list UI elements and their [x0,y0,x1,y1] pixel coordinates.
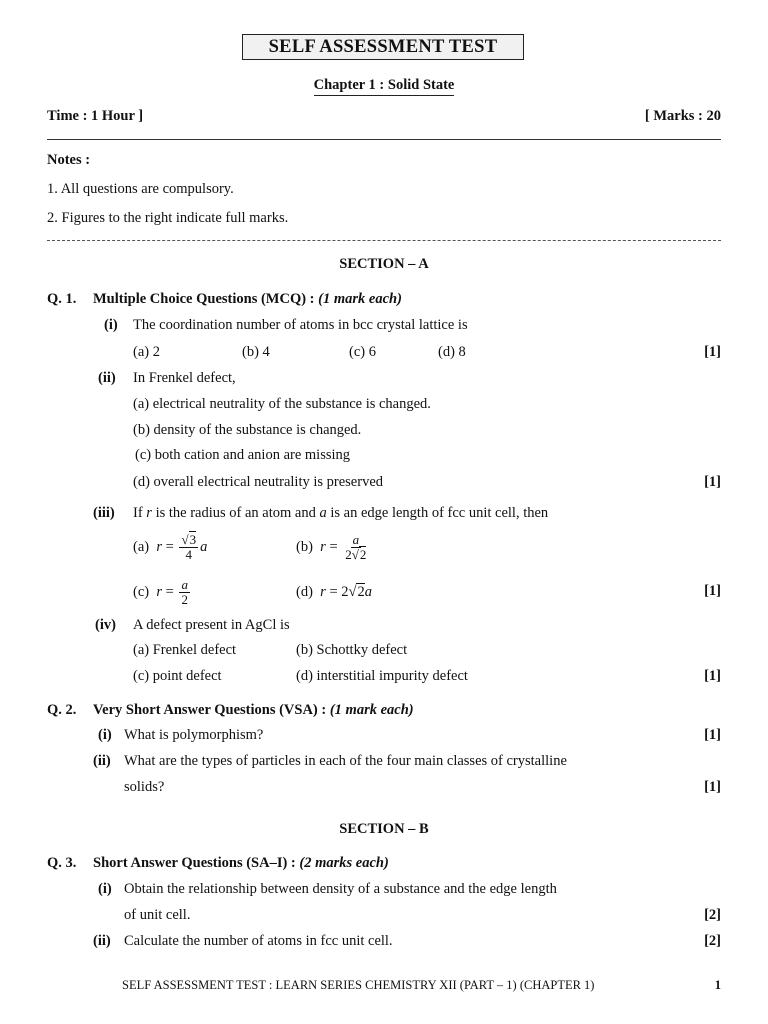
option: (b) Schottky defect [296,642,408,658]
mark-badge: [1] [704,668,721,684]
sub-question-text: In Frenkel defect, [133,370,236,386]
sub-question-text: The coordination number of atoms in bcc crystal lattice is [133,317,468,333]
time-label: Time : 1 Hour ] [47,108,144,124]
sub-question-label: (ii) [98,370,116,386]
page-footer: SELF ASSESSMENT TEST : LEARN SERIES CHEMISTRY XII (PART – 1) (CHAPTER 1) [122,978,595,992]
question-number: Q. 3. [47,855,77,871]
page-title: SELF ASSESSMENT TEST [242,34,524,60]
formula-option-d: (d) r = 2√ 2 a [296,583,372,600]
mark-badge: [2] [704,933,721,949]
page-number: 1 [714,978,721,992]
sub-question-text: Calculate the number of atoms in fcc unit cell. [124,933,393,949]
option: (d) overall electrical neutrality is preserved [133,474,384,490]
sub-question-label: (ii) [93,933,111,949]
option-letter: (c) [133,583,150,600]
section-a-heading: SECTION – A [339,256,429,272]
option: (b) density of the substance is changed. [133,422,362,438]
formula-option-b: (b) r = $\frac{a}{2√2}$ [296,531,367,562]
question-title: Very Short Answer Questions (VSA) : [93,702,327,718]
note-item: 1. All questions are compulsory. [47,181,234,197]
sub-question-text: What are the types of particles in each of the four main classes of crystalline [124,753,567,769]
sub-question-text: A defect present in AgCl is [133,617,290,633]
sub-question-label: (i) [104,317,118,333]
sub-question-text: What is polymorphism? [124,727,264,743]
question-heading [93,702,414,719]
option-letter: (a) [133,538,150,555]
option: (d) interstitial impurity defect [296,668,468,684]
sub-question-label: (iv) [95,617,116,633]
option-letter: (d) [296,583,313,600]
sub-question-label: (i) [98,881,112,897]
variable-r: r [146,505,152,521]
notes-heading: Notes : [47,152,91,168]
sub-question-label: (iii) [93,505,115,521]
chapter-heading [0,77,768,94]
option: (a) Frenkel defect [133,642,237,658]
note-item: 2. Figures to the right indicate full marks. [47,210,289,226]
mark-badge: [1] [704,727,721,743]
section-b-heading: SECTION – B [339,821,429,837]
question-number: Q. 2. [47,702,77,718]
sub-question-label: (i) [98,727,112,743]
sub-question-text-continued: of unit cell. [124,907,191,923]
option: (c) both cation and anion are missing [135,447,351,463]
formula-option-c: (c) r = $\frac{a}{2}$ [133,576,188,607]
option: (c) 6 [349,344,376,360]
dashed-divider [47,240,721,241]
sub-question-label: (ii) [93,753,111,769]
variable-a: a [319,505,327,521]
option-letter: (b) [296,538,313,555]
sub-question-text-continued: solids? [124,779,165,795]
formula-option-a: (a) r = $\frac{√3}{4}$ a [133,531,208,562]
option: (d) 8 [438,344,466,360]
question-heading [93,855,389,872]
mark-badge: [1] [704,344,721,360]
option: (a) electrical neutrality of the substance is changed. [133,396,431,412]
question-marks-note: (2 marks each) [299,855,389,871]
marks-label: [ Marks : 20 [644,108,721,124]
mark-badge: [1] [704,474,721,490]
mark-badge: [2] [704,907,721,923]
text-part: is the radius of an atom and [155,505,316,521]
question-heading [93,291,402,308]
chapter-label: Chapter 1 : Solid State [314,77,455,96]
mark-badge: [1] [704,583,721,599]
option: (c) point defect [133,668,222,684]
question-title: Multiple Choice Questions (MCQ) : [93,291,315,307]
question-number: Q. 1. [47,291,77,307]
question-title: Short Answer Questions (SA–I) : [93,855,296,871]
question-marks-note: (1 mark each) [329,702,414,718]
sub-question-text: Obtain the relationship between density of a substance and the edge length [124,881,557,897]
option: (b) 4 [242,344,270,360]
mark-badge: [1] [704,779,721,795]
option: (a) 2 [133,344,160,360]
text-part: If [133,505,143,521]
text-part: is an edge length of fcc unit cell, then [330,505,549,521]
sub-question-text [133,505,548,522]
divider [47,139,721,140]
question-marks-note: (1 mark each) [318,291,402,307]
